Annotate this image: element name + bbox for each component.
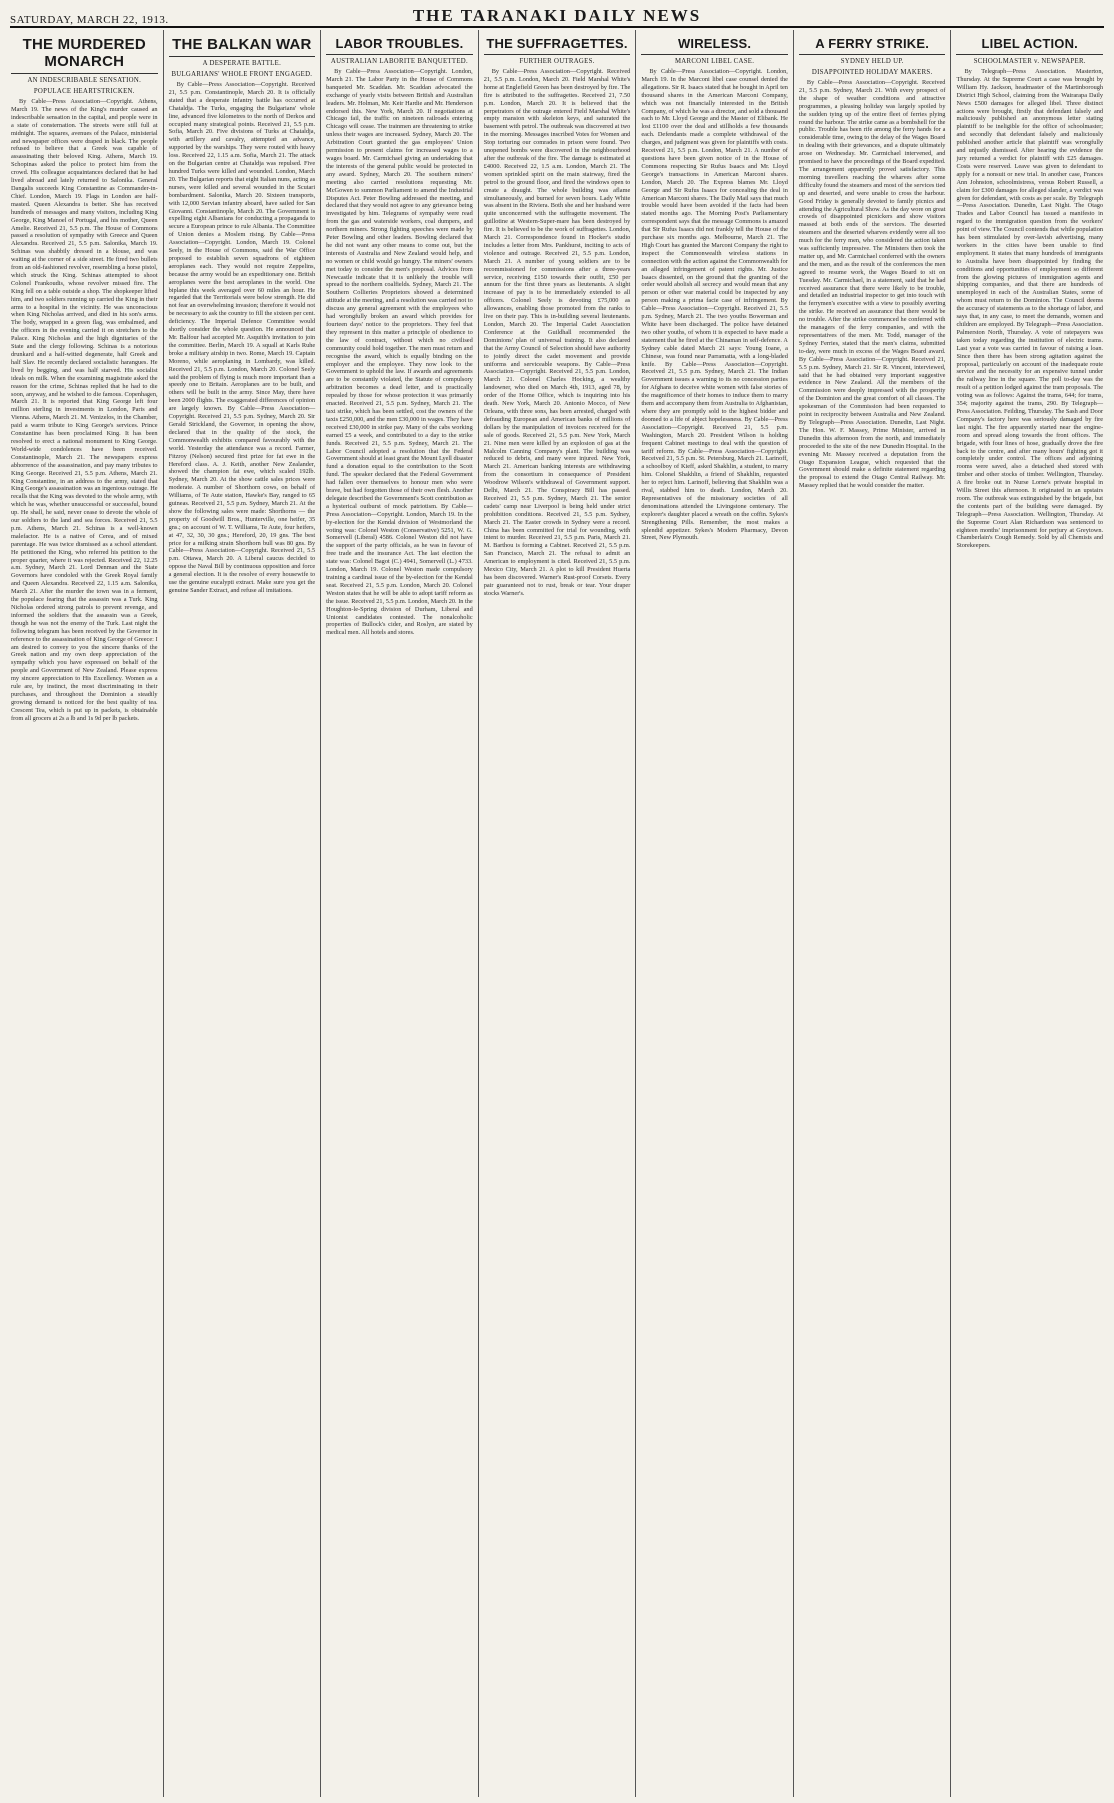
subheading: DISAPPOINTED HOLIDAY MAKERS. xyxy=(811,69,933,76)
issue-date: SATURDAY, MARCH 22, 1913. xyxy=(10,14,169,26)
subheading: BULGARIANS' WHOLE FRONT ENGAGED. xyxy=(171,71,313,78)
column-4 xyxy=(479,30,637,1797)
column-heading: LABOR TROUBLES. xyxy=(326,30,473,55)
subheading: AN INDESCRIBABLE SENSATION. xyxy=(27,77,142,84)
article-body: By Cable—Press Association—Copyright. London, March 21. The Labor Party in the House of Commons banqueted Mr. Scaddan. Mr. Scaddan advocated the exchange of yearly visits between British and Australian leaders. Mr. Holman, Mr. Keir Hardie and Mr. Henderson endorsed this. New York, March 20. If negotiations at Chicago fail, the traffic on nineteen railroads entering Chicago will cease. The trainmen are threatening to strike unless their wages are increased. Sydney, March 20. The Arbitration Court granted the gas employees' Union permission to present claims for increased wages to a wages board. Mr. Carmichael giving an undertaking that the interests of the general public would be protected in any award. Sydney, March 20. The southern miners' meeting also carried resolutions requesting Mr. McGowen to summon Parliament to amend the Industrial Disputes Act. Peter Bowling addressed the meeting, and declared that they would not agree to any grievance being investigated by him. Telegrams of sympathy were read from the gas and waterside workers, coal dumpers, and northern miners. Strong fighting speeches were made by Peter Bowling and other leaders. Bowling declared that he did not want any other means to come out, but the interests of Australia and New Zealand would help, and no women or child would go hungry. The miners' owners met today to consider the men's proposal. Advices from Newcastle indicate that it is unlikely the trouble will spread to the northern coalfields. Sydney, March 21. The Southern Collieries Proprietors showed a determined attitude at the meeting, and a resolution was carried not to discuss any general agreement with the employees who had wrongfully broken an award which provides for fourteen days' notice to the proprietors. They feel that they represent in this matter a principle of obedience to the law of contract, without which no civilised community could hold together. The men must return and recognise the award, which is equally binding on the employer and the employee. They now look to the Government to uphold the law. If awards and agreements are to be constantly violated, the Statute of compulsory arbitration becomes a dead letter, and is practically repealed by those for whose protection it was primarily enacted. Received 21, 5.5 p.m. Sydney, March 21. The taxi strike, which has been settled, cost the owners of the taxis £250,000, and the men £30,000 in wages. They have received £30,000 in strike pay. Many of the cabs working earned £5 a week, and contributed to a day to the strike funds. Received 21, 5.5 p.m. Sydney, March 21. The Labor Council adopted a resolution that the Federal Government should at least grant the Mount Lyell disaster fund a donation equal to the contribution to the Scott fund. The speaker declared that the Federal Government had fallen over themselves to honour men who were brave, but had forgotten those of their own flesh. Another delegate described the Government's Scott contribution as a hysterical outburst of mock patriotism. By Cable—Press Association—Copyright. London, March 19. In the by-election for the Kendal division of Westmorland the voting was: Colonel Weston (Conservative) 5251, W. G. Somervell (Liberal) 4586. Colonel Weston did not have the support of the party officials, as he was in favour of free trade and the insurance Act. The last election the state was: Colonel Bagot (C.) 4941, Somervell (L.) 4733. London, March 19. Colonel Weston made compulsory training a cardinal issue of the by-election for the Kendal seat. Received 21, 5.5 p.m. London, March 20. Colonel Weston states that he will be able to adopt tariff reform as the issue. Received 21, 5.5 p.m. London, March 20. In the Houghton-le-Spring division of Durham, Liberal and Unionist candidates contested. The nonalcoholic properties of Bullock's cider, and Roslyn, are stated by medical men. All hotels and stores. xyxy=(326,68,473,637)
subheading: AUSTRALIAN LABORITE BANQUETTED. xyxy=(330,58,468,65)
article-body: By Cable—Press Association—Copyright. Received 21, 5.5 p.m. Constantinople, March 20. It is officially stated that a desperate infantry battle has occurred at Chataldja. The Turks, engaging the Bulgarians' whole line, advanced five kilometres to the north of Derkos and occupied many strategical points. Received 21, 5.5 p.m. Sofia, March 20. Five divisions of Turks at Chataldja, with artillery and cavalry, attempted an advance, supported by the warships. They were routed with heavy loss. Received 22, 1.15 a.m. Sofia, March 21. The attack on the Bulgarian centre at Chataldja was repulsed. Five hundred Turks were killed and wounded. London, March 20. The Bulgarian reports that eight Italian nuns, acting as nurses, were killed and several wounded in the Scutari bombardment. Salonika, March 20. Sixteen transports, with 12,000 Servian infantry aboard, have sailed for San Giovanni. Constantinople, March 20. The Government is expelling eight Albanians for conducting a propaganda to secure a European prince to rule Albania. The Committee of Union denies a Moslem rising. By Cable—Press Association—Copyright. London, March 19. Colonel Seely, in the House of Commons, said the War Office proposed to establish seven squadrons of eighteen aeroplanes each. They would not require Zeppelins, because the army would be an expeditionary one. British aeroplanes were the best aeroplanes in the world. One biplane this week averaged over 60 miles an hour. He regarded that the Territorials were below strength. He did not fear an overwhelming invasion; therefore it would not be necessary to ask the country to fill the sixteen per cent. deficiency. The Imperial Defence Committee would shortly consider the whole question. He announced that Mr. Balfour had accepted Mr. Asquith's invitation to join the committee. Berlin, March 19. A squall at Karls Ruhe broke a military airship in two. Rome, March 19. Captain Moreno, while aeroplaning in Lombardy, was killed. Received 21, 5.5 p.m. London, March 20. Colonel Seely said the problem of flying is much more important than a speedy one to Britain. Aeroplanes are to be built, and others will be built in the army. Since May, there have been 2000 flights. The exaggerated differences of opinion are largely known. By Cable—Press Association—Copyright. Received 21, 5.5 p.m. Sydney, March 20. Sir Gerald Strickland, the Governor, in opening the show, declared that in the quality of the stock, the Commonwealth exhibits compared favourably with the world. Yesterday the attendance was a record. Farmer, Fitzroy (Nelson) secured first prize for fat ewe in the Hereford class. A. J. Keith, another New Zealander, showed the champion fat ewe, which scaled 192lb. Sydney, March 20. At the show cattle sales prices were moderate. A number of Shorthorn cows, on behalf of Williams, of Te Aute station, Hawke's Bay, ranged to 65 guineas. Received 21, 5.5 p.m. Sydney, March 21. At the show the following sales were made: Shorthorns — the property of Goodwill Bros., Hunterville, one heifer, 35 gns.; on account of W. T. Williams, Te Aute, four heifers, at 47, 32, 30, 30 gns.; Hereford, 20, 19 gns. The best price for a milking strain Shorthorn bull was 80 gns. By Cable—Press Association—Copyright. Received 21, 5.5 p.m. Ottawa, March 20. A Liberal caucus decided to oppose the Naval Bill by continuous opposition and force a general election. It is the resolve of every housewife to use the genuine eucalypti extract. Make sure you get the genuine Sander Extract, and refuse all imitations. xyxy=(168,81,316,594)
column-6 xyxy=(794,30,952,1797)
article-body: By Cable—Press Association—Copyright. Received 21, 5.5 p.m. Sydney, March 21. With every prospect of the shape of weather conditions and attractive programmes, a pleasing holiday was largely spoiled by the sudden tying up of the entire fleet of ferries plying round the harbour. The strike came as a bombshell for the public. Trouble has been rife among the ferry hands for a considerable time, owing to the delay of the Wages Board in dealing with their grievances, and a dispute ultimately arose on Wednesday. Mr. Carmichael intervened, and promised to have the proceedings of the Board expedited. The arrangement apparently proved satisfactory. This morning travellers reaching the wharves after some difficulty found the steamers and most of the services tied up and deserted, and were unable to cross the harbour. Good Friday is generally devoted to family picnics and attending the Agricultural Show. As the day wore on great crowds of disappointed picnickers and show visitors massed at both ends of the services. The deserted steamers and the deserted wharves evidently were all too much for the ferry men, who considered the action taken was sufficiently impressive. The Ministers then took the matter up, and Mr. Carmichael conferred with the owners and the men, and as the result of the conferences the men agreed to resume work, the Wages Board to sit on Tuesday. Mr. Carmichael, in a statement, said that he had received assurance that there were likely to be trouble, and detailed an industrial inspector to get into touch with the ferrymen's executive with a view to possibly averting the strike. He received an assurance that there would be no trouble. After the strike commenced he conferred with the managers of the ferry companies, and with the representatives of the men. Mr. Todd, manager of the Sydney Ferries, stated that the men's claims, submitted to-day, were much in excess of the Wages Board award. By Cable—Press Association—Copyright. Received 21, 5.5 p.m. Sydney, March 21. Sir R. Vincent, interviewed, said that he had obtained very important suggestive evidence in New Zealand. All the members of the Commission were deeply impressed with the prosperity of the Dominion and the great comfort of all classes. The spokesman of the Commission had been requested to point in reciprocity between Australia and New Zealand. By Telegraph—Press Association. Dunedin, Last Night. The Hon. W. F. Massey, Prime Minister, arrived in Dunedin this afternoon from the north, and immediately proceeded to the site of the new Dunedin Hospital. In the evening Mr. Massey received a deputation from the Otago Expansion League, which requested that the Government should make a definite statement regarding the proposal to extend the Otago Central Railway. Mr. Massey replied that he would consider the matter. xyxy=(798,79,946,490)
column-heading: THE MURDERED MONARCH xyxy=(11,30,158,74)
column-heading: THE BALKAN WAR xyxy=(169,30,316,57)
column-5 xyxy=(636,30,794,1797)
column-7 xyxy=(951,30,1108,1797)
newspaper-title: THE TARANAKI DAILY NEWS xyxy=(412,6,702,25)
column-heading: LIBEL ACTION. xyxy=(956,30,1103,55)
article-body: By Cable—Press Association—Copyright. Athens, March 19. The news of the King's murder caused an indescribable sensation in the capital, and people were in a state of consternation. The streets were still full at midnight. The squares, avenues of the Palace, ministerial and newspaper offices were draped in black. The people refused to believe that a Greek was capable of assassinating their beloved King. Athens, March 19. Schopinas asked the police to protect him from the crowd. His colleague acquaintances declared that he had lived abroad and lately returned to Salonika. General Dangalis succeeds King Constantine as Commander-in-Chief. London, March 19. Flags in London are half-masted. Queen Alexandra is better. She has received hundreds of messages and many visitors, including King George, King Manoel of Portugal, and his mother, Queen Amelie. Received 21, 5.5 p.m. The House of Commons passed a resolution of sympathy with Greece and Queen Alexandra. Received 21, 5.5 p.m. Salonika, March 19. Schinas was shabbily dressed in a blouse, and was waiting at the corner of a side street. He fired two bullets from an old-fashioned revolver, resembling a horse pistol, which struck the King. Schinas attempted to shoot Colonel Frankoudis, whose revolver missed fire. The King fell on a table outside a shop. The shopkeeper lifted him, and two soldiers running up carried the King in their arms to a hospital in the vicinity. He was unconscious when King Nicholas arrived, and died in his son's arms. The body, wrapped in a green flag, was embalmed, and the officers in the evening carried it on stretchers to the Palace. King Nicholas and the high dignitaries of the State and the clergy following. Schinas is a notorious drunkard and a half-witted degenerate, half Greek and half Slav. He recently declared socialistic harangues. He lived by begging, and was half starved. His socialist ideals on milk. When the examining magistrate asked the reason for the crime, Schinas replied that he had to die soon, anyway, and he wished to die famous. Copenhagen, March 21. It is reported that King George left four million sterling in investments in London, Paris and Vienna. Athens, March 21. M. Venizelos, in the Chamber, paid a warm tribute to King George's services. Prince Constantine has been proclaimed King. It has been resolved to erect a national monument to King George. World-wide condolences have been received. Constantinople, March 21. The newspapers express abhorrence of the assassination, and pay many tributes to King George. Received 21, 5.5 p.m. Athens, March 21. King Constantine, in an address to the army, stated that King George's assassination was an ingenious outrage. He recalls that the King was devoted to the whole army, with which he was, whether unsuccessful or successful, bound up. He shall, he said, never cease to devote the whole of our soldiers to the land and sea forces. Received 21, 5.5 p.m. Athens, March 21. Schinas is a well-known malefactor. He is a native of Cerea, and of mixed parentage. He was twice dismissed as a school attendant. He petitioned the King, who referred his petition to the proper quarter, where it was rejected. Received 22, 12.25 a.m. Sydney, March 21. Lord Denman and the State Governors have condoled with the Greek Royal family and Queen Alexandra. Received 22, 1.15 a.m. Salonika, March 21. After the murder the town was in a ferment, the populace fearing that the assassin was a Turk. King Nicholas ordered strong patrols to prevent revenge, and informed the soldiers that the assassin was a Greek, though he was not the enemy of the Turk. Last night the following telegram has been received by the Governor in reference to the assassination of King George of Greece: I am desired to convey to you the sincere thanks of the Greek nation and my own deep appreciation of the sympathy which you have expressed on behalf of the people and Government of New Zealand. Please express my sincere appreciation to His Excellency. Women as a rule are, by instinct, the most discriminating in their purchases, and throughout the Dominion a steadily growing demand is noticed for the best quality of tea. Crescent Tea, which is put up in packets, is obtainable from all grocers at 2s a lb and 1s 9d per lb packets. xyxy=(11,98,158,722)
columns xyxy=(6,30,1108,1797)
subheading: MARCONI LIBEL CASE. xyxy=(674,58,755,65)
column-heading: WIRELESS. xyxy=(641,30,788,55)
column-2 xyxy=(164,30,322,1797)
article-body: By Cable—Press Association—Copyright. Received 21, 5.5 p.m. London, March 20. Field Marshal White's home at Englefield Green has been destroyed by fire. The fire is attributed to the suffragettes. Received 21, 7.50 p.m. London, March 20. It is believed that the perpetrators of the outrage entered Field Marshal White's empty mansion with skeleton keys, and saturated the basement with petrol. The outbreak was discovered at two in the morning. Messages inscribed Votes for Women and Stop torturing our comrades in prison were found. Two unopened bombs were discovered in the neighbourhood after the outbreak of the fire. The damage is estimated at £4000. Received 22, 1.5 a.m. London, March 21. The women sprinkled spirit on the main stairway, fired the petrol to the ground floor, and fired the windows open to create a draught. The whole building was aflame simultaneously, and burned for seven hours. Lady White was absent in the Riviera. Both she and her husband were quite unconcerned with the suffragette movement. The guillotine at Western-Super-mare has been destroyed by fire. It is believed to be the work of suffragettes. London, March 21. Correspondence found in Hocker's studio includes a letter from Mrs. Pankhurst, inciting to acts of violence and outrage. Received 21, 5.5 p.m. London, March 21. A number of young soldiers are to be recommissioned for commissions after a three-years service, receiving £150 towards their outfit, £50 per annum for the first three years as lieutenants. A slight increase of pay is to be immediately extended to all officers. Colonel Seely is devoting £75,000 as allowances, enabling those promoted from the ranks to live on their pay. This is in-building several lieutenants. London, March 20. The Imperial Cadet Association Conference at the Guildhall recommended the Dominions' plan of universal training. It also declared that the Army Council of Selection should have authority to jointly direct the cadet movement and provide uniforms and serviceable weapons. By Cable—Press Association—Copyright. Received 21, 5.5 p.m. London, March 21. Colonel Charles Hocking, a wealthy landowner, who died on March 4th, 1913, aged 78, by order of the Home Office, which is inquiring into his death. New York, March 20. Antonio Mocco, of New Orleans, with three sons, has been arrested, charged with defrauding European and American banks of millions of dollars by the manipulation of invoices received for the sale of goods. Received 21, 5.5 p.m. New York, March 21. Nine men were killed by an explosion of gas at the Malcolm Canning Company's plant. The building was reduced to debris, and many were injured. New York, March 21. American banking interests are withdrawing from the consortium in consequence of President Woodrow Wilson's withdrawal of Government support. Delhi, March 21. The Conspiracy Bill has passed. Received 21, 5.5 p.m. Sydney, March 21. The senior cadets' camp near Liverpool is being held under strict prohibition conditions. Received 21, 5.5 p.m. Sydney, March 21. The Easter crowds in Sydney were a record. China has been committed for trial for wounding, with intent to murder. Received 21, 5.5 p.m. Paris, March 21. M. Barthou is forming a Cabinet. Received 21, 5.5 p.m. San Francisco, March 21. The refusal to admit an American to employment is cited. Received 21, 5.5 p.m. Mexico City, March 21. A plot to kill President Huerta has been discovered. Warner's Rust-proof Corsets. Every pair guaranteed not to rust, break or tear. Your draper stocks Warner's. xyxy=(483,68,631,597)
masthead xyxy=(10,6,1104,28)
article-body: By Telegraph—Press Association. Masterton, Thursday. At the Supreme Court a case was brought by William Hy. Jackson, headmaster of the Martinborough District High School, claiming from the Wairarapa Daily News £500 damages for alleged libel. Three distinct actions were brought, firstly that defendant falsely and maliciously published an anonymous letter stating plaintiff to be ineligible for the office of schoolmaster; and secondly that defendant falsely and maliciously published another article that plaintiff was wrongfully and unjustly dismissed. After hearing the evidence the jury returned a verdict for plaintiff with £25 damages. Costs were reserved. Leave was given to defendant to apply for a nonsuit or new trial. In another case, Frances Ann Johnston, schoolmistress, versus Robert Russell, a claim for £300 damages for alleged slander, a verdict was given for defendant, with costs as per scale. By Telegraph—Press Association. Dunedin, Last Night. The Otago Trades and Labor Council has issued a manifesto in regard to the immigration question from the workers' point of view. The Council contends that while population has been stimulated by over-lavish advertising, many workers in the cities have been unable to find employment. It states that many hundreds of immigrants to Australia have been disappointed by finding the conditions and opportunities of employment so different from the glowing pictures of immigration agents and shipping companies, and that there are hundreds of unemployed in each of the Australian States, some of whom must return to the Dominion. The Council deems the accuracy of statements as to the shortage of labor, and says that, in any case, to meet the demands, women and children are employed. By Telegraph—Press Association. Palmerston North, Thursday. A vote of ratepayers was taken today regarding the institution of electric trams. Last year a vote was carried in favour of raising a loan. Since then there has been strong agitation against the proposal, particularly on account of the inadequate route service and the necessity for an expensive tunnel under the railway line in the square. The poll to-day was the result of a petition lodged against the tram proposals. The voting was as follows: Against the trams, 644; for trams, 354; majority against the trams, 290. By Telegraph—Press Association. Feilding, Thursday. The Sash and Door Company's factory here was seriously damaged by fire last night. The fire apparently started near the engine-room and spread along towards the front offices. The brigade, with four lines of hose, gradually drove the fire back to the centre, and after many hours' fighting got it completely under control. The offices and adjoining rooms were saved, also a detached shed stored with timber and other stocks of timber. Wellington, Thursday. A fire broke out in Nurse Lorne's private hospital in Willis Street this afternoon. It originated in an upstairs room. The outbreak was extinguished by the brigade, but the contents part of the building were damaged. By Telegraph—Press Association. Wellington, Thursday. At the Supreme Court Alan Richardson was sentenced to eighteen months' imprisonment for perjury at Greytown. Chamberlain's Cough Remedy. Sold by all Chemists and Storekeepers. xyxy=(956,68,1104,550)
column-3 xyxy=(321,30,479,1797)
column-1 xyxy=(6,30,164,1797)
subheading: POPULACE HEARTSTRICKEN. xyxy=(33,88,135,95)
subheading: SYDNEY HELD UP. xyxy=(840,58,904,65)
column-heading: A FERRY STRIKE. xyxy=(799,30,946,55)
subheading: FURTHER OUTRAGES. xyxy=(519,58,595,65)
subheading: SCHOOLMASTER v. NEWSPAPER. xyxy=(973,58,1086,65)
subheading: A DESPERATE BATTLE. xyxy=(202,60,282,67)
article-body: By Cable—Press Association—Copyright. London, March 19. In the Marconi libel case counsel denied the allegations. Sir R. Isaacs stated that he bought in April ten thousand shares in the American Marconi Company, which was not financially interested in the British Company, of which he was a director, and sold a thousand each to Mr. Lloyd George and the Master of Elibank. He lost £1100 over the deal and stillholds a few thousands each. Defendants made a complete withdrawal of the charges, and judgment was given for plaintiffs with costs. Received 21, 5.5 p.m. London, March 21. A number of questions have been given notice of in the House of Commons respecting Sir Rufus Isaacs and Mr. Lloyd George's transactions in American Marconi shares. London, March 20. The Express blames Mr. Lloyd George and Sir Rufus Isaacs for concealing the deal in American Marconi shares. The Daily Mail says that much trouble would have been avoided if the facts had been stated months ago. The Morning Post's Parliamentary correspondent says that the message Commons is amazed that Sir Rufus Isaacs did not frankly tell the House of the purchase six months ago. Melbourne, March 21. The High Court has granted the Marconi Company the right to inspect the Commonwealth wireless stations in connection with the action against the Commonwealth for an alleged infringement of patent rights. Mr. Justice Isaacs dissented, on the ground that the granting of the order would abolish all secrecy and would mean that any person or other war material could be inspected by any person making a prima facie case of infringement. By Cable—Press Association—Copyright. Received 21, 5.5 p.m. Sydney, March 21. The two youths Bowerman and White have been discharged. The police have detained two other youths, of whom it is expected to have made a statement that he fired at the Chinaman in self-defence. A Sydney cable dated March 21 says: Young Ioane, a Chinese, was found near Parramatta, with a long-bladed knife. By Cable—Press Association—Copyright. Received 21, 5.5 p.m. Sydney, March 21. The Indian Government issues a warning to its no concession parties for Afghans to deceive white women with false stories of the magnificence of their homes to induce them to marry them and accompany them from Australia to Afghanistan, where they are promptly sold to the highest bidder and doomed to a life of abject hopelessness. By Cable—Press Association—Copyright. Received 21, 5.5 p.m. Washington, March 20. President Wilson is holding frequent Cabinet meetings to deal with the question of tariff reform. By Cable—Press Association—Copyright. Received 21, 5.5 p.m. St. Petersburg, March 21. Larinoff, a schoolboy of Kieff, asked Shakhlin, a student, to marry him. Colonel Shakhlin, a friend of Shakhlin, requested her to reject him. Larinoff, believing that Shakhlin was a rival, stabbed him to death. London, March 20. Representatives of the missionary societies of all denominations attended the Livingstone centenary. The explorer's daughter placed a wreath on the coffin. Sykes's Strengthening Pills. Remember, the most makes a splendid appetizer. Sykes's Modern Pharmacy, Devon Street, New Plymouth. xyxy=(641,68,788,542)
column-heading: THE SUFFRAGETTES. xyxy=(484,30,631,55)
